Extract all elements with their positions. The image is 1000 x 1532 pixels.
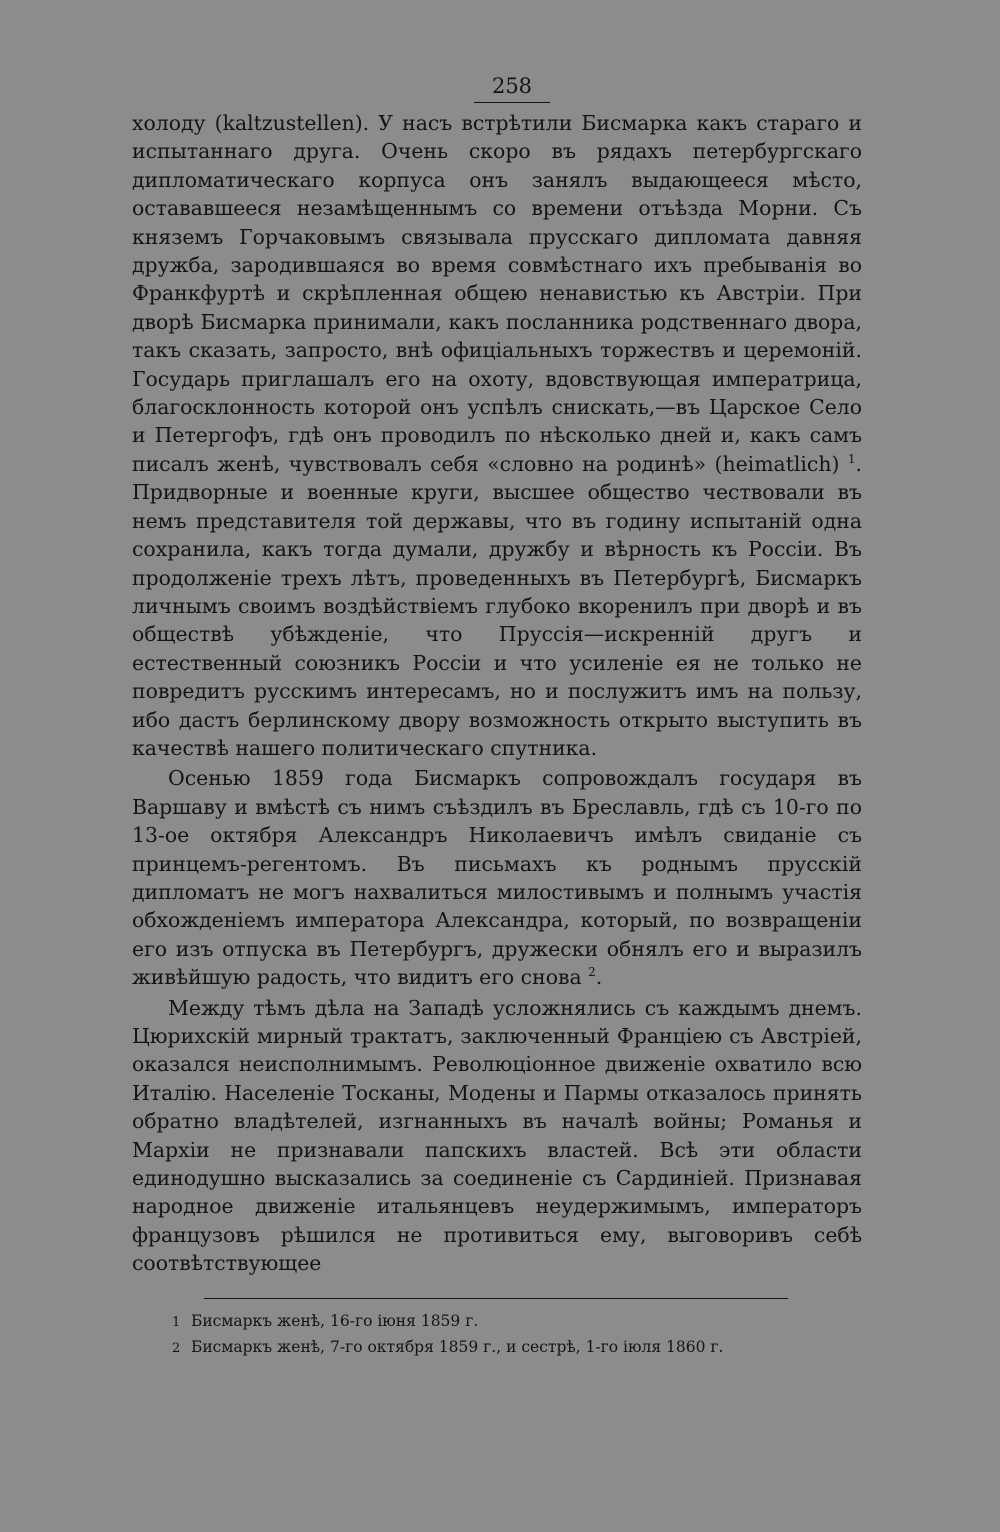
paragraph-2 <box>132 764 862 991</box>
footnote-1-mark: 1 <box>172 1314 181 1330</box>
paragraph-3-text: Между тѣмъ дѣла на Западѣ усложнялись съ каждымъ днемъ. Цюрихскій мирный трактатъ, заключенный Франціею съ Австріей, оказался неисполнимымъ. Революціонное движеніе охватило всю Италію. Населеніе Тосканы, Модены и Пармы отказалось принять обратно владѣтелей, изгнанныхъ въ началѣ войны; Романья и Мархіи не признавали папскихъ властей. Всѣ эти области единодушно высказались за соединеніе съ Сардиніей. Признавая народное движеніе итальянцевъ неудержимымъ, императоръ французовъ рѣшился не противиться ему, выговоривъ себѣ соотвѣтствующее <box>132 995 862 1276</box>
paragraph-1-text-after: . Придворные и военные круги, высшее общество чествовали въ немъ представителя той державы, что въ годину испытаній одна сохранила, какъ тогда думали, дружбу и вѣрность къ Россіи. Въ продолженіе трехъ лѣтъ, проведенныхъ въ Петербургѣ, Бисмаркъ личнымъ своимъ воздѣйствіемъ глубоко вкоренилъ при дворѣ и въ обществѣ убѣжденіе, что Пруссія—искренній другъ и естественный союзникъ Россіи и что усиленіе ея не только не повредитъ русскимъ интересамъ, но и послужитъ имъ на пользу, ибо дастъ берлинскому двору возможность открыто выступить въ качествѣ нашего политическаго спутника. <box>132 451 862 760</box>
footnote-divider <box>204 1298 788 1299</box>
body-text <box>132 109 862 1278</box>
paragraph-1-text-before: холоду (kaltzustellen). У насъ встрѣтили Бисмарка какъ стараго и испытаннаго друга. Очень скоро въ рядахъ петербургскаго дипломатическаго корпуса онъ занялъ выдающееся мѣсто, остававшееся незамѣщеннымъ со времени отъѣзда Морни. Съ княземъ Горчаковымъ связывала прусскаго дипломата давняя дружба, зародившаяся во время совмѣстнаго ихъ пребыванія во Франкфуртѣ и скрѣпленная общею ненавистью къ Австріи. При дворѣ Бисмарка принимали, какъ посланника родственнаго двора, такъ сказать, запросто, внѣ офиціальныхъ торжествъ и церемоній. Государь приглашалъ его на охоту, вдовствующая императрица, благосклонность которой онъ успѣлъ снискать,—въ Царское Село и Петергофъ, гдѣ онъ проводилъ по нѣсколько дней и, какъ самъ писалъ женѣ, чувствовалъ себя «словно на родинѣ» (heimatlich) <box>132 111 862 476</box>
footnote-ref-2[interactable]: 2 <box>588 965 596 980</box>
footnote-1 <box>172 1309 862 1335</box>
page-number <box>132 72 862 103</box>
footnote-ref-1[interactable]: 1 <box>847 452 856 467</box>
footnote-1-text: Бисмаркъ женѣ, 16-го іюня 1859 г. <box>190 1311 479 1330</box>
page-number-text: 258 <box>474 72 550 103</box>
footnote-2 <box>172 1335 862 1361</box>
paragraph-2-text-after: . <box>595 965 603 990</box>
footnote-2-mark: 2 <box>172 1340 181 1356</box>
paragraph-1 <box>132 109 862 762</box>
footnote-2-text: Бисмаркъ женѣ, 7-го октября 1859 г., и сестрѣ, 1-го іюля 1860 г. <box>190 1337 724 1356</box>
footnotes <box>172 1309 862 1361</box>
book-page <box>132 72 862 1361</box>
paragraph-3 <box>132 994 862 1278</box>
paragraph-2-text-before: Осенью 1859 года Бисмаркъ сопровождалъ государя въ Варшаву и вмѣстѣ съ нимъ съѣздилъ въ Бреславль, гдѣ съ 10-го по 13-ое октября Александръ Николаевичъ имѣлъ свиданіе съ принцемъ-регентомъ. Въ письмахъ къ роднымъ прусскій дипломатъ не могъ нахвалиться милостивымъ и полнымъ участія обхожденіемъ императора Александра, который, по возвращеніи его изъ отпуска въ Петербургъ, дружески обнялъ его и выразилъ живѣйшую радость, что видитъ его снова <box>132 766 862 990</box>
